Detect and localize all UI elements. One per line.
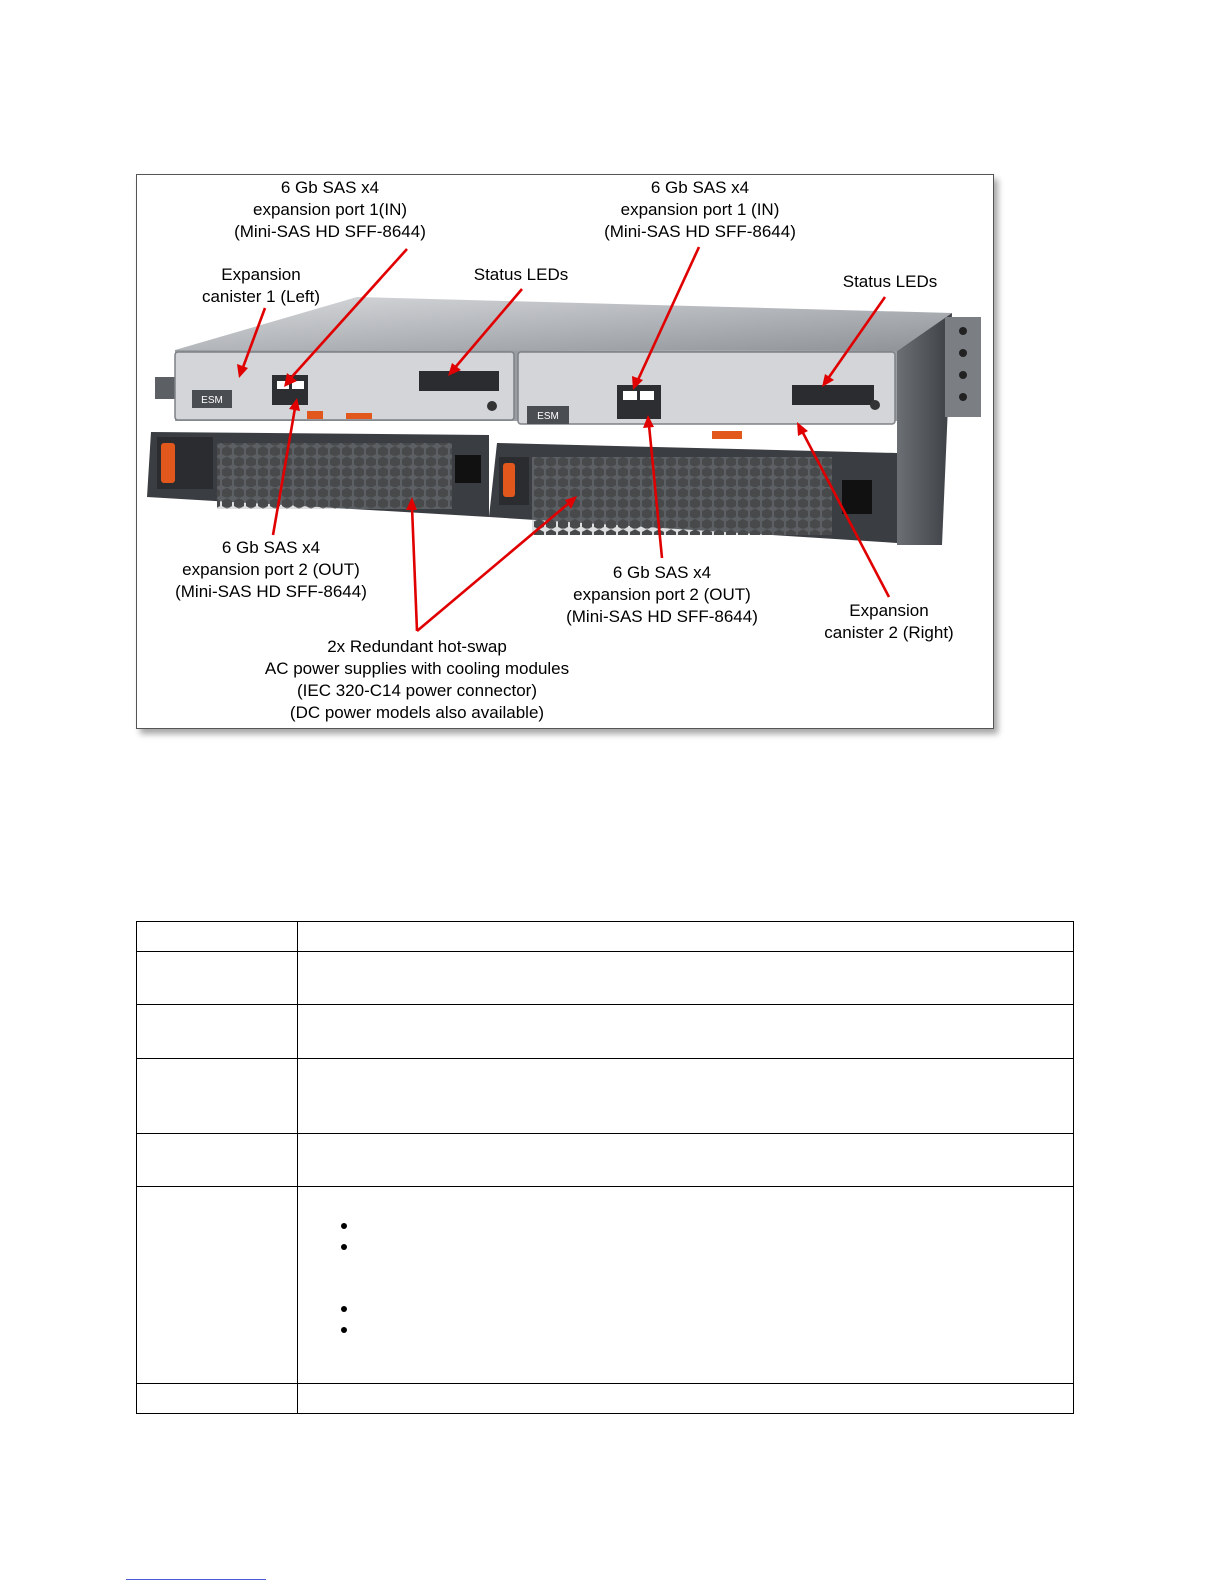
esm-tag-right: ESM: [537, 411, 559, 422]
label-status-leds-right: Status LEDs: [842, 272, 938, 291]
svg-text:(Mini-SAS HD SFF-8644): (Mini-SAS HD SFF-8644): [566, 607, 758, 626]
svg-text:expansion port 2 (OUT): expansion port 2 (OUT): [573, 585, 751, 604]
table-row: [137, 1059, 1074, 1134]
svg-text:expansion port 1 (IN): expansion port 1 (IN): [620, 200, 780, 219]
arrow-power-left: [406, 497, 417, 631]
label-port2-right: [566, 563, 758, 626]
table-row: [137, 1187, 1074, 1384]
power-supply-left: [147, 432, 489, 517]
canister-left: [175, 352, 514, 420]
svg-text:6 Gb SAS x4: 6 Gb SAS x4: [612, 563, 712, 582]
table-cell: [137, 1005, 298, 1059]
svg-text:Expansion: Expansion: [221, 265, 301, 284]
svg-text:AC power supplies with cooling: AC power supplies with cooling modules: [264, 659, 570, 678]
table-cell: [298, 1384, 1074, 1414]
table-row: [137, 1134, 1074, 1187]
label-port2-left: [175, 538, 367, 601]
svg-text:6 Gb SAS x4: 6 Gb SAS x4: [221, 538, 321, 557]
svg-text:(DC power models also availabl: (DC power models also available): [289, 703, 545, 722]
table-cell: [137, 922, 298, 952]
label-port1-right: [604, 178, 796, 241]
svg-text:(Mini-SAS HD SFF-8644): (Mini-SAS HD SFF-8644): [234, 222, 426, 241]
table-row: [137, 1005, 1074, 1059]
table-cell: [298, 1059, 1074, 1134]
table-cell: [137, 1059, 298, 1134]
storage-enclosure-illustration: [137, 175, 993, 728]
svg-text:(IEC 320-C14 power connector): (IEC 320-C14 power connector): [296, 681, 538, 700]
footer-link-underline[interactable]: [126, 1579, 266, 1580]
table-row: [137, 952, 1074, 1005]
label-status-leds-left: Status LEDs: [473, 265, 569, 284]
label-port1-left: [234, 178, 426, 241]
spec-table-grid: [136, 921, 1074, 1414]
svg-text:6 Gb SAS x4: 6 Gb SAS x4: [650, 178, 750, 197]
table-cell: [298, 922, 1074, 952]
table-row: [137, 1384, 1074, 1414]
svg-text:canister 2 (Right): canister 2 (Right): [824, 623, 954, 642]
table-cell: [298, 1187, 1074, 1384]
table-row: [137, 922, 1074, 952]
bullet-marker: [341, 1327, 347, 1333]
label-canister2: [824, 601, 953, 642]
svg-text:Expansion: Expansion: [849, 601, 929, 620]
table-cell: [137, 1384, 298, 1414]
label-power-supplies: [265, 637, 569, 722]
svg-text:expansion port 2 (OUT): expansion port 2 (OUT): [182, 560, 360, 579]
svg-text:expansion port 1(IN): expansion port 1(IN): [252, 200, 408, 219]
bullet-marker: [341, 1244, 347, 1250]
label-canister1: [202, 265, 320, 306]
svg-text:(Mini-SAS HD SFF-8644): (Mini-SAS HD SFF-8644): [604, 222, 796, 241]
product-figure: [136, 174, 994, 729]
table-cell: [298, 952, 1074, 1005]
svg-text:(Mini-SAS HD SFF-8644): (Mini-SAS HD SFF-8644): [175, 582, 367, 601]
svg-text:2x Redundant hot-swap: 2x Redundant hot-swap: [327, 637, 507, 656]
table-cell: [137, 1134, 298, 1187]
svg-text:6 Gb SAS x4: 6 Gb SAS x4: [280, 178, 380, 197]
table-cell: [137, 1187, 298, 1384]
svg-text:canister 1 (Left): canister 1 (Left): [201, 287, 321, 306]
table-cell: [298, 1005, 1074, 1059]
bullet-marker: [341, 1306, 347, 1312]
table-cell: [137, 952, 298, 1005]
esm-tag-left: ESM: [201, 395, 223, 406]
bullet-marker: [341, 1223, 347, 1229]
table-cell: [298, 1134, 1074, 1187]
spec-table: [136, 921, 1074, 1414]
